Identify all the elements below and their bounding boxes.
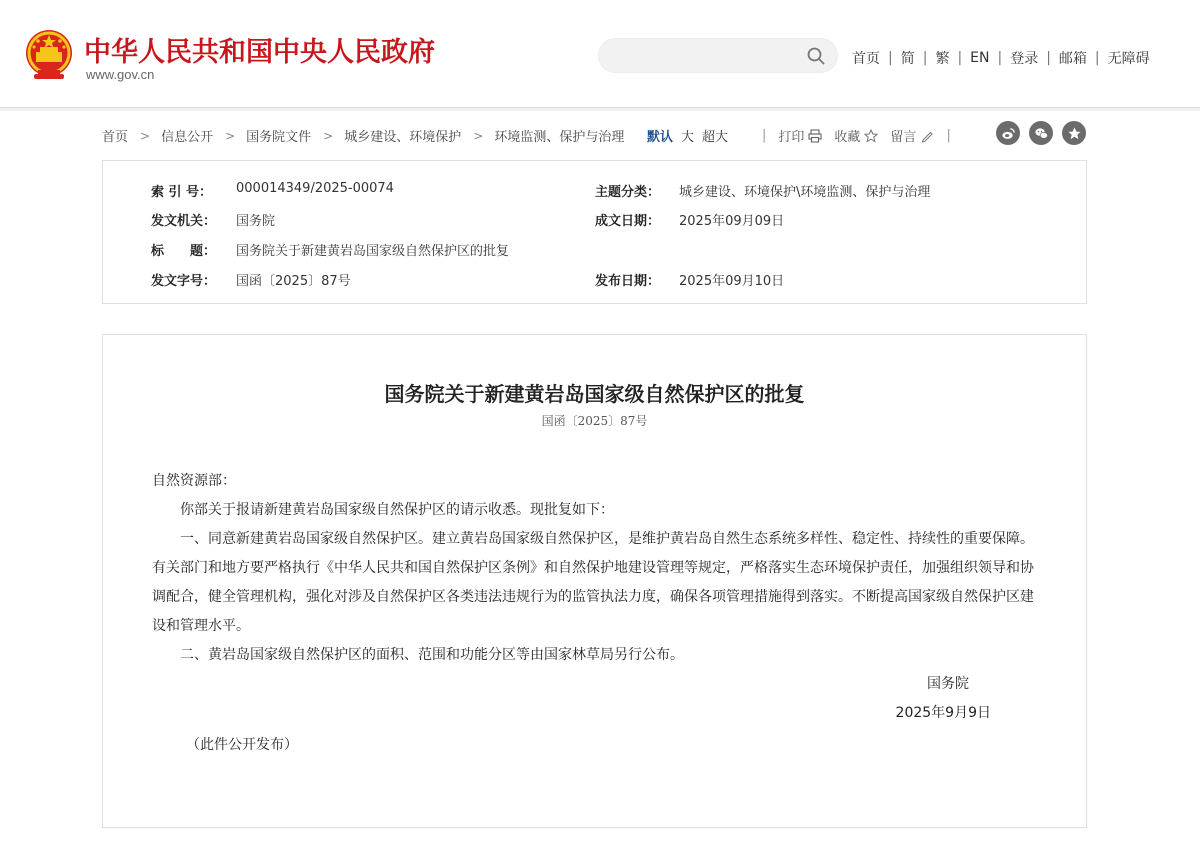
divider: | (1094, 50, 1100, 66)
document-signature: 国务院 (927, 676, 969, 692)
meta-title (151, 240, 509, 259)
meta-title-label: 标 题： (151, 244, 217, 259)
wechat-icon (1034, 126, 1049, 141)
link-simplified[interactable]: 简 (900, 51, 915, 67)
link-mail[interactable]: 邮箱 (1058, 51, 1087, 67)
breadcrumb-urban-env[interactable]: 城乡建设、环境保护 (344, 130, 462, 145)
font-size-xlarge[interactable]: 超大 (702, 130, 729, 145)
font-size-large[interactable]: 大 (681, 130, 695, 145)
comment-button[interactable] (890, 126, 934, 145)
link-accessibility[interactable]: 无障碍 (1107, 51, 1150, 67)
wechat-share-button[interactable] (1029, 121, 1053, 145)
print-label: 打印 (778, 130, 805, 145)
breadcrumb (102, 126, 624, 145)
divider: | (762, 128, 767, 143)
document-number: 国函〔2025〕87号 (541, 414, 648, 428)
divider: | (957, 50, 963, 66)
meta-written-date (595, 210, 784, 229)
breadcrumb-info-public[interactable]: 信息公开 (161, 130, 214, 145)
meta-written-date-label: 成文日期： (595, 214, 661, 229)
search-box[interactable] (598, 38, 838, 73)
link-traditional[interactable]: 繁 (935, 51, 950, 67)
pencil-icon (920, 129, 934, 143)
comment-label: 留言 (890, 130, 917, 145)
top-links (852, 48, 1150, 68)
breadcrumb-state-council-docs[interactable]: 国务院文件 (246, 130, 312, 145)
document-paragraph: 一、同意新建黄岩岛国家级自然保护区。建立黄岩岛国家级自然保护区，是维护黄岩岛自然生态系统多样性、稳定性、持续性的重要保障。有关部门和地方要严格执行《中华人民共和国自然保护区条例》和自然保护地建设管理等规定，严格落实生态环境保护责任，加强组织领导和协调配合，健全管理机构，强化对涉及自然保护区各类违法违规行为的监管执法力度，确保各项管理措施得到落实。不断提高国家级自然保护区建设和管理水平。 (152, 531, 1034, 634)
meta-issuer-value: 国务院 (236, 214, 276, 229)
meta-index (151, 181, 394, 200)
meta-topic-value: 城乡建设、环境保护\环境监测、保护与治理 (679, 185, 931, 200)
breadcrumb-separator: > (140, 128, 151, 143)
weibo-icon (1001, 126, 1016, 141)
search-icon[interactable] (807, 47, 825, 65)
meta-issuer-label: 发文机关： (151, 214, 217, 229)
meta-title-value: 国务院关于新建黄岩岛国家级自然保护区的批复 (236, 244, 510, 259)
site-title[interactable]: 中华人民共和国中央人民政府 (84, 37, 435, 68)
breadcrumb-home[interactable]: 首页 (102, 130, 129, 145)
divider: | (1046, 50, 1051, 66)
meta-issuer (151, 210, 275, 229)
divider: | (946, 128, 951, 143)
print-button[interactable] (778, 126, 822, 145)
weibo-share-button[interactable] (996, 121, 1020, 145)
meta-doc-number-label: 发文字号： (151, 274, 217, 289)
star-icon (1067, 126, 1082, 141)
meta-index-value: 000014349/2025-00074 (236, 181, 394, 196)
meta-index-label: 索 引 号： (151, 185, 213, 200)
document-title: 国务院关于新建黄岩岛国家级自然保护区的批复 (384, 382, 805, 406)
breadcrumb-separator: > (323, 128, 334, 143)
document-paragraph: 二、黄岩岛国家级自然保护区的面积、范围和功能分区等由国家林草局另行公布。 (180, 647, 684, 663)
meta-publish-date (595, 270, 784, 289)
share-buttons (996, 121, 1086, 145)
link-login[interactable]: 登录 (1010, 51, 1039, 67)
breadcrumb-separator: > (473, 128, 484, 143)
favorite-button[interactable] (834, 126, 878, 145)
document-recipient: 自然资源部： (152, 473, 236, 489)
font-size-switcher (647, 126, 728, 145)
site-url[interactable]: www.gov.cn (86, 67, 155, 82)
meta-topic-label: 主题分类： (595, 185, 661, 200)
document-metadata (102, 160, 1087, 304)
breadcrumb-bar (102, 124, 1090, 146)
national-emblem-icon[interactable] (24, 28, 74, 82)
meta-doc-number (151, 270, 351, 289)
printer-icon (808, 129, 822, 143)
link-english[interactable]: EN (970, 50, 990, 66)
star-outline-icon (864, 129, 878, 143)
divider: | (922, 50, 928, 66)
search-input[interactable] (613, 45, 803, 67)
divider: | (997, 50, 1003, 66)
public-release-note: （此件公开发布） (186, 737, 298, 753)
meta-doc-number-value: 国函〔2025〕87号 (236, 274, 351, 289)
divider: | (888, 50, 893, 66)
document-date: 2025年9月9日 (895, 705, 991, 721)
breadcrumb-env-monitoring[interactable]: 环境监测、保护与治理 (494, 130, 625, 145)
meta-publish-date-label: 发布日期： (595, 274, 661, 289)
meta-publish-date-value: 2025年09月10日 (679, 274, 785, 289)
document-paragraph: 你部关于报请新建黄岩岛国家级自然保护区的请示收悉。现批复如下： (180, 502, 614, 518)
meta-topic (595, 181, 930, 200)
link-home[interactable]: 首页 (852, 51, 880, 67)
document-body-panel (102, 334, 1087, 828)
document-text (152, 467, 1038, 670)
page-tools (750, 126, 963, 145)
qzone-share-button[interactable] (1062, 121, 1086, 145)
meta-written-date-value: 2025年09月09日 (679, 214, 785, 229)
breadcrumb-separator: > (225, 128, 236, 143)
site-header (0, 0, 1200, 108)
favorite-label: 收藏 (834, 130, 861, 145)
font-size-default[interactable]: 默认 (647, 130, 674, 145)
